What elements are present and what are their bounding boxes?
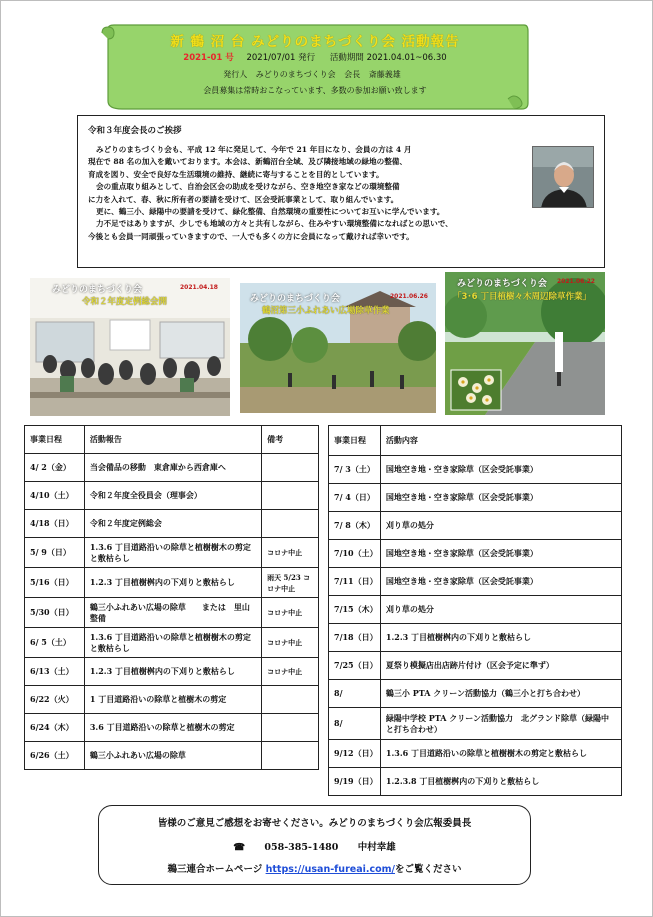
table-cell-activity: 当会備品の移動 東倉庫から西倉庫へ: [84, 454, 261, 482]
table-row: [329, 624, 622, 652]
table-row: [25, 742, 319, 770]
photo-general-meeting: [30, 278, 230, 416]
photo1-caption-subtitle: 令和２年度定例総会開: [82, 297, 168, 307]
table-cell-activity: 鶴三小ふれあい広場の除草: [84, 742, 261, 770]
table-cell-date: 5/ 9（日）: [25, 538, 85, 568]
table-row: [25, 714, 319, 742]
president-name: 斎藤義雄: [368, 70, 401, 79]
greeting-line: 会の重点取り組みとして、自治会区会の助成を受けながら、空き地空き家などの環境整備: [96, 182, 400, 192]
greeting-line: 今後とも会員一同頑張っていきますので、一人でも多くの方に会員になって戴ければ幸いです。: [88, 231, 414, 241]
activity-report-table: [24, 425, 319, 770]
table-row: [329, 740, 622, 768]
table-cell-date: 4/ 2（金）: [25, 454, 85, 482]
photo3-caption-title: みどりのまちづくり会: [457, 279, 547, 289]
table-cell-activity: 令和２年度全役員会（理事会）: [84, 482, 261, 510]
table-cell-date: 6/26（土）: [25, 742, 85, 770]
contact-name: 中村幸雄: [357, 842, 396, 853]
publisher-line: [100, 69, 530, 80]
newsletter-title: 新 鶴 沼 台 みどりのまちづくり会 活動報告: [170, 34, 460, 50]
greeting-title: 令和３年度会長のご挨拶: [88, 126, 182, 136]
contact-footer: [98, 805, 531, 885]
table-cell-activity: 国地空き地・空き家除草（区会受託事業）: [380, 540, 621, 568]
table-cell-note: コロナ中止: [262, 628, 319, 658]
issue-number: 2021-01 号: [183, 53, 234, 63]
table-cell-activity: 刈り草の処分: [380, 596, 621, 624]
table-cell-note: [262, 742, 319, 770]
president-label: 会長: [344, 70, 361, 79]
publisher-org: みどりのまちづくり会: [255, 70, 336, 79]
period-label: 活動期間: [329, 53, 364, 63]
homepage-line: [99, 861, 530, 875]
table-header: 事業日程: [25, 426, 85, 454]
table-cell-note: コロナ中止: [262, 598, 319, 628]
greeting-line: 育成を図り、安全で良好な生活環境の維持、継続に寄与することを目的としています。: [88, 169, 384, 179]
table-cell-activity: 鶴三小ふれあい広場の除草 または 里山整備: [84, 598, 261, 628]
table-cell-date: 6/24（木）: [25, 714, 85, 742]
greeting-line: に力を入れて、春、秋に所有者の要請を受けて、区会受託事業として、取り組んでいます。: [88, 194, 399, 204]
table-cell-activity: 令和２年度定例総会: [84, 510, 261, 538]
president-portrait: [532, 146, 594, 208]
table-row: [25, 510, 319, 538]
photo1-caption-date: 2021.04.18: [180, 284, 218, 291]
table-header-row: [329, 426, 622, 456]
table-cell-date: 9/12（日）: [329, 740, 381, 768]
table-cell-activity: 刈り草の処分: [380, 512, 621, 540]
table-row: [329, 456, 622, 484]
table-cell-date: 6/ 5（土）: [25, 628, 85, 658]
header-banner: [100, 23, 530, 111]
table-cell-activity: 国地空き地・空き家除草（区会受託事業）: [380, 484, 621, 512]
table-row: [329, 512, 622, 540]
photo2-caption-title: みどりのまちづくり会: [250, 294, 340, 304]
table-row: [329, 540, 622, 568]
greeting-line: 力不足ではありますが、少しでも地域の方々と共有しながら、住みやすい環境整備になればとの思いで、: [96, 219, 453, 229]
contact-line: [99, 839, 530, 853]
table-cell-date: 4/10（土）: [25, 482, 85, 510]
table-row: [329, 596, 622, 624]
table-row: [25, 628, 319, 658]
table-cell-date: 7/10（土）: [329, 540, 381, 568]
greeting-line: 現在で 88 名の加入を戴いております。本会は、新鶴沼台全域、及び隣接地域の緑地の整備、: [88, 157, 407, 167]
photo1-caption-title: みどりのまちづくり会: [52, 285, 142, 295]
table-row: [329, 708, 622, 740]
table-row: [25, 454, 319, 482]
table-row: [329, 484, 622, 512]
table-cell-note: [262, 454, 319, 482]
table-cell-date: 8/: [329, 680, 381, 708]
table-cell-date: 7/ 8（木）: [329, 512, 381, 540]
table-cell-date: 7/25（日）: [329, 652, 381, 680]
table-cell-date: 9/19（日）: [329, 768, 381, 796]
table-row: [329, 768, 622, 796]
table-header: 備考: [262, 426, 319, 454]
table-cell-date: 4/18（日）: [25, 510, 85, 538]
table-cell-activity: 1.3.6 丁目道路沿いの除草と植樹樹木の剪定と敷枯らし: [84, 538, 261, 568]
table-cell-note: コロナ中止: [262, 538, 319, 568]
table-cell-note: [262, 714, 319, 742]
table-header: 事業日程: [329, 426, 381, 456]
photo3-caption-subtitle: 「3･6 丁目植樹々木周辺除草作業」: [453, 292, 592, 302]
table-cell-activity: 国地空き地・空き家除草（区会受託事業）: [380, 568, 621, 596]
table-row: [25, 658, 319, 686]
greeting-line: みどりのまちづくり会も、平成 12 年に発足して、今年で 21 年目になり、会員の方は 4 月: [96, 145, 412, 154]
table-cell-activity: 1.3.6 丁目道路沿いの除草と植樹樹木の剪定と敷枯らし: [84, 628, 261, 658]
table-cell-date: 6/13（土）: [25, 658, 85, 686]
table-row: [329, 652, 622, 680]
table-header-row: [25, 426, 319, 454]
photo-school-weeding: [240, 283, 436, 413]
table-cell-activity: 1.2.3 丁目植樹桝内の下刈りと敷枯らし: [84, 658, 261, 686]
table-cell-date: 8/: [329, 708, 381, 740]
greeting-line: 更に、鶴三小、緑陽中の要請を受けて、緑化整備、自然環境の重要性についてお互いに学んでいます。: [96, 207, 445, 217]
table-header: 活動内容: [380, 426, 621, 456]
table-cell-date: 7/11（日）: [329, 568, 381, 596]
table-row: [25, 686, 319, 714]
table-cell-activity: 1.2.3 丁目植樹桝内の下刈りと敷枯らし: [84, 568, 261, 598]
table-cell-note: コロナ中止: [262, 658, 319, 686]
table-cell-date: 7/15（木）: [329, 596, 381, 624]
table-cell-activity: 1.2.3 丁目植樹桝内の下刈りと敷枯らし: [380, 624, 621, 652]
table-cell-date: 6/22（火）: [25, 686, 85, 714]
table-row: [25, 538, 319, 568]
table-row: [25, 482, 319, 510]
table-row: [329, 568, 622, 596]
table-cell-activity: 1.3.6 丁目道路沿いの除草と植樹樹木の剪定と敷枯らし: [380, 740, 621, 768]
homepage-suffix: をご覧ください: [395, 864, 462, 875]
homepage-prefix: 鵜三連合ホームページ: [167, 864, 263, 875]
phone-number[interactable]: 058-385-1480: [264, 842, 339, 853]
planned-activity-table: [328, 425, 622, 796]
table-header: 活動報告: [84, 426, 261, 454]
table-row: [25, 598, 319, 628]
table-cell-activity: 夏祭り模擬店出店跡片付け（区会予定に準ず）: [380, 652, 621, 680]
table-cell-activity: 鶴三小 PTA クリーン活動協力（鶴三小と打ち合わせ）: [380, 680, 621, 708]
photo3-caption-date: 2021.06.22: [557, 278, 595, 285]
table-cell-activity: 1 丁目道路沿いの除草と植樹木の剪定: [84, 686, 261, 714]
homepage-link[interactable]: https://usan-fureai.com/: [265, 864, 395, 875]
president-greeting: [77, 115, 605, 268]
table-row: [329, 680, 622, 708]
table-cell-note: [262, 482, 319, 510]
table-cell-activity: 緑陽中学校 PTA クリーン活動協力 北グランド除草（緑陽中と打ち合わせ）: [380, 708, 621, 740]
activity-period: 2021.04.01~06.30: [366, 53, 447, 63]
published-date: 2021/07/01 発行: [246, 53, 316, 63]
table-cell-note: 雨天 5/23 コロナ中止: [262, 568, 319, 598]
table-cell-date: 7/ 3（土）: [329, 456, 381, 484]
table-cell-note: [262, 686, 319, 714]
phone-icon: ☎: [233, 842, 246, 853]
table-cell-date: 5/16（日）: [25, 568, 85, 598]
table-cell-date: 7/ 4（日）: [329, 484, 381, 512]
publisher-label: 発行人: [223, 70, 248, 79]
table-cell-activity: 1.2.3.8 丁目植樹桝内の下刈りと敷枯らし: [380, 768, 621, 796]
feedback-request: 皆様のご意見ご感想をお寄せください。みどりのまちづくり会広報委員長: [157, 818, 472, 829]
table-row: [25, 568, 319, 598]
photo2-caption-subtitle: 鶴沼第三小ふれあい広場除草作業: [262, 306, 390, 316]
recruit-notice: 会員募集は常時おこなっています、多数の参加お願い致します: [203, 86, 427, 95]
photo2-caption-date: 2021.06.26: [390, 293, 428, 300]
issue-line: [100, 51, 530, 63]
table-cell-activity: 3.6 丁目道路沿いの除草と植樹木の剪定: [84, 714, 261, 742]
table-cell-date: 7/18（日）: [329, 624, 381, 652]
table-cell-note: [262, 510, 319, 538]
table-cell-date: 5/30（日）: [25, 598, 85, 628]
photo-tree-weeding: [445, 272, 605, 415]
table-cell-activity: 国地空き地・空き家除草（区会受託事業）: [380, 456, 621, 484]
